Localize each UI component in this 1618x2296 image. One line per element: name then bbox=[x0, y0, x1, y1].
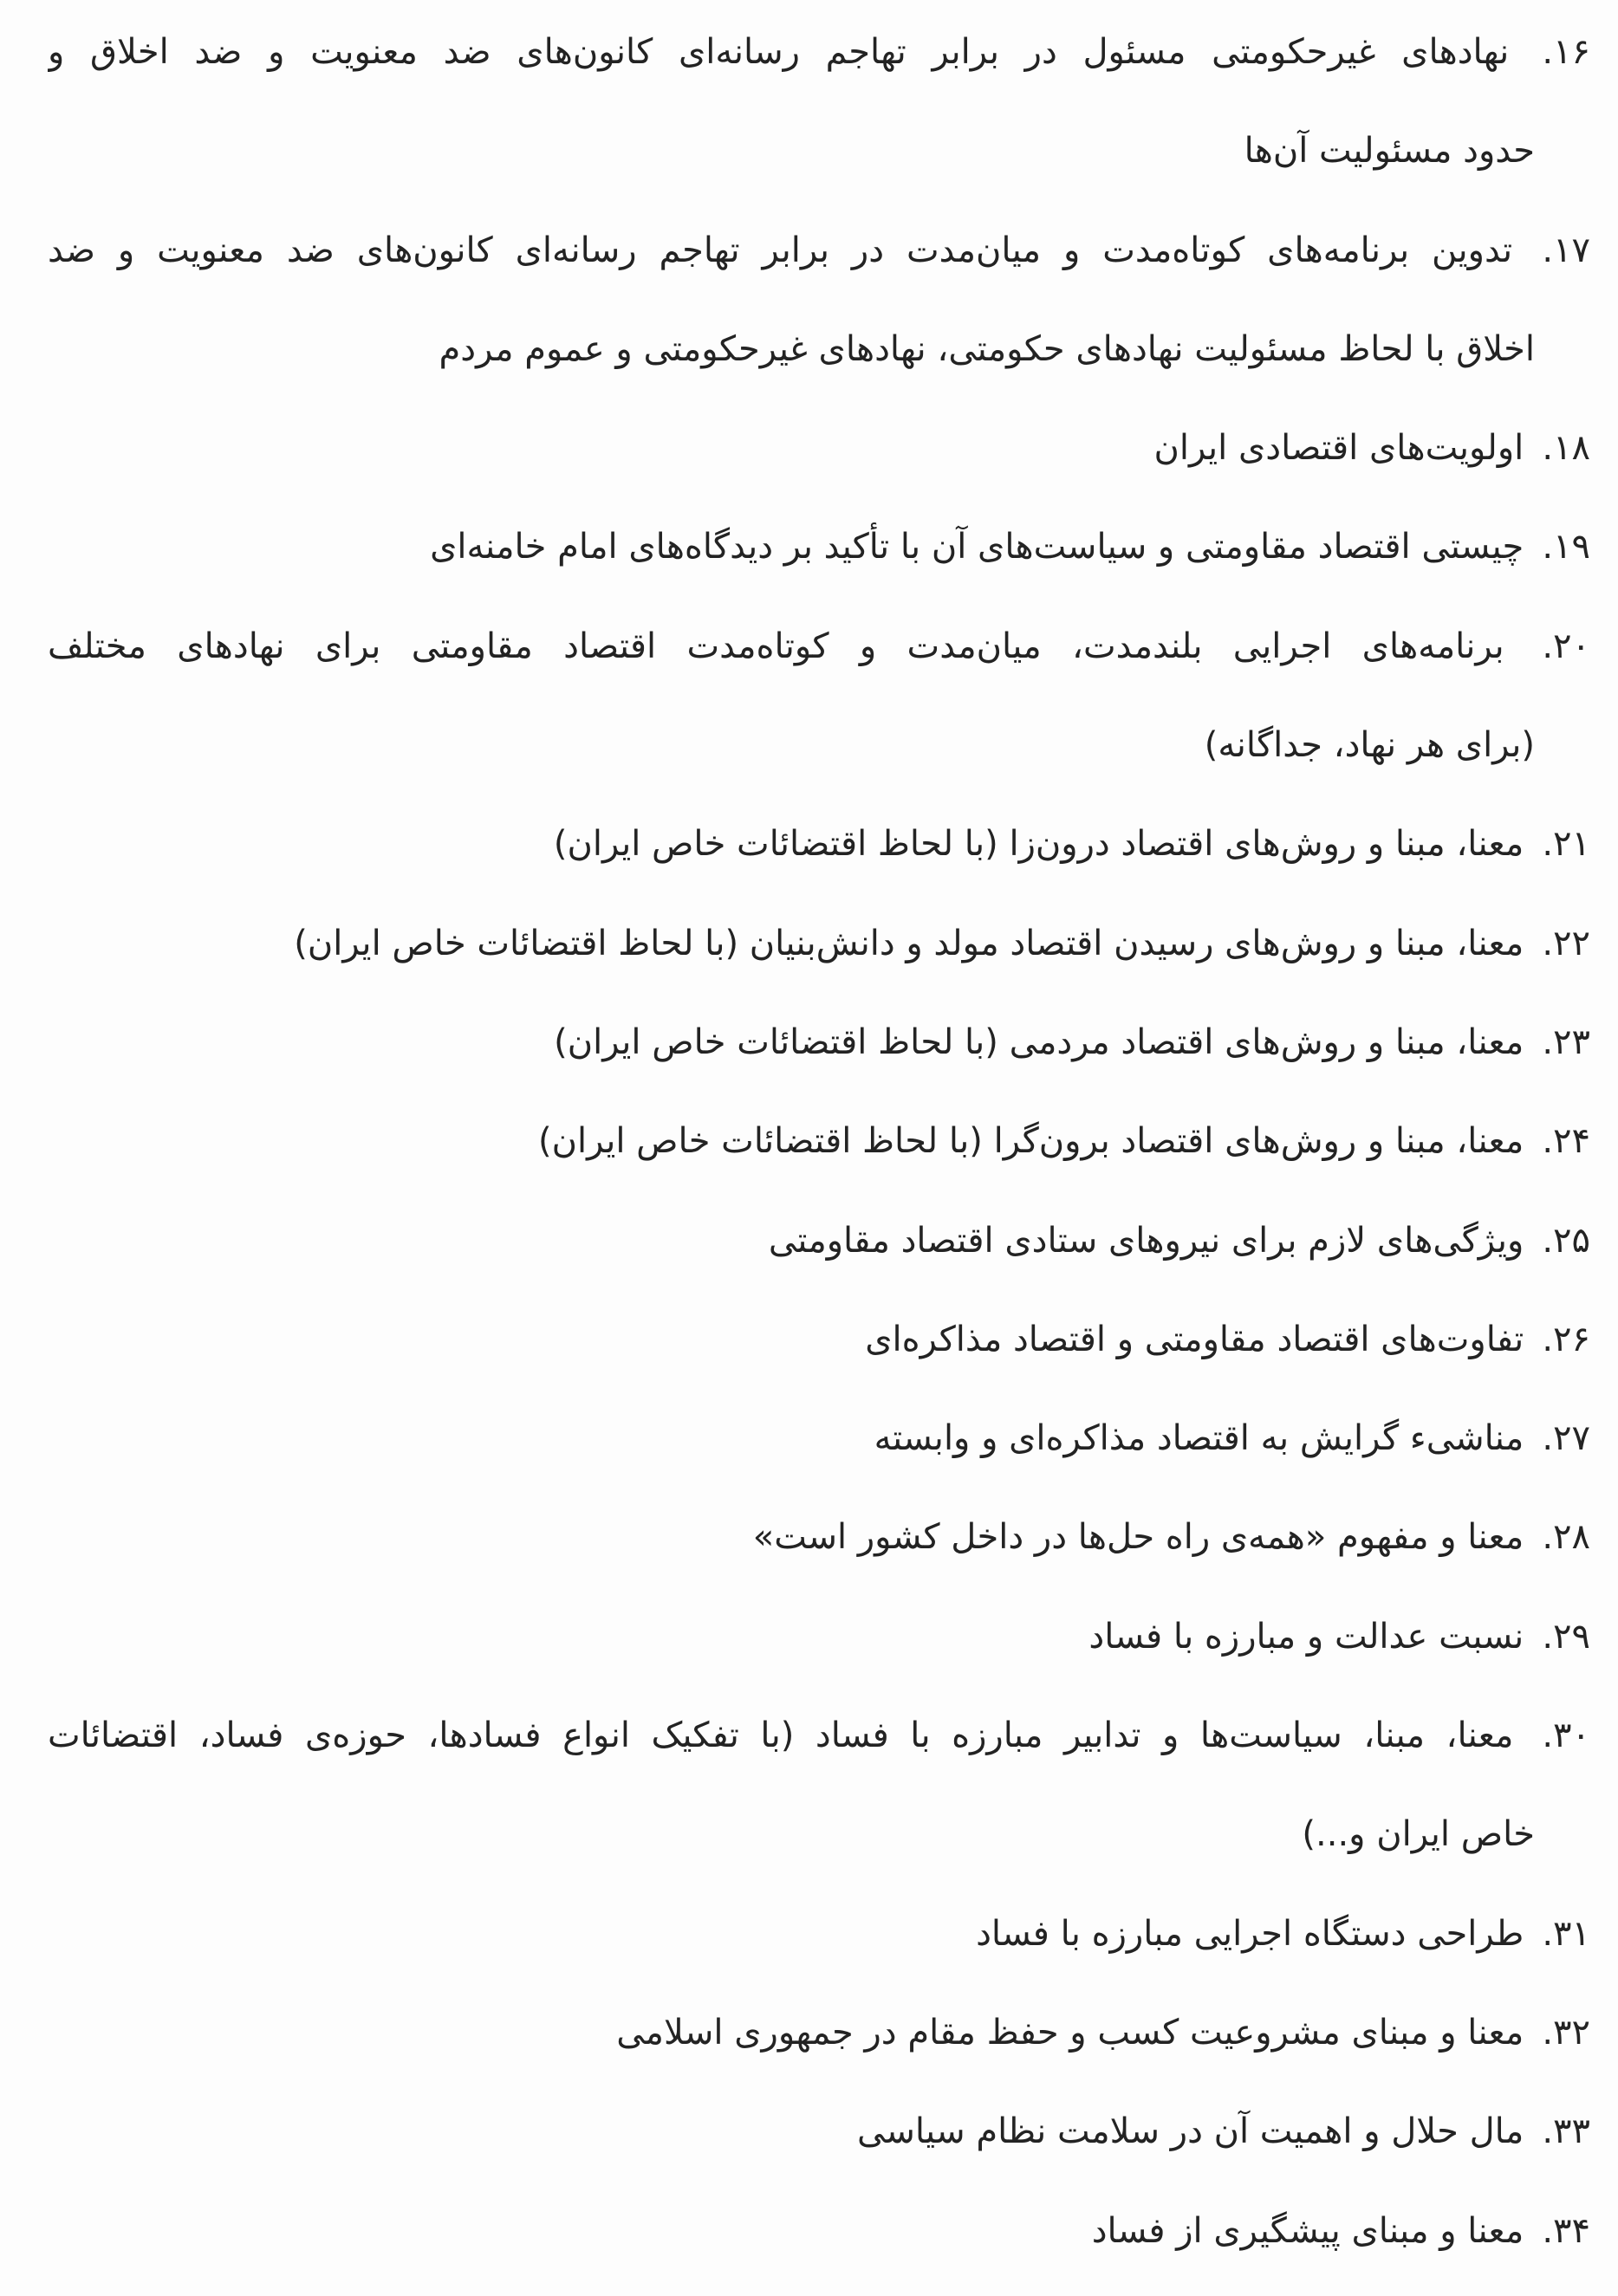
item-first-line bbox=[48, 1092, 1590, 1190]
item-number: ۲۳. bbox=[1542, 1022, 1590, 1062]
item-number: ۲۸. bbox=[1542, 1517, 1590, 1558]
item-number: ۳۴. bbox=[1542, 2210, 1590, 2251]
item-text: خاص ایران و...) bbox=[1302, 1814, 1535, 1855]
item-first-line bbox=[48, 1686, 1590, 1785]
list-item bbox=[48, 2182, 1590, 2280]
item-number: ۳۰. bbox=[1542, 1716, 1590, 1756]
item-first-line bbox=[48, 399, 1590, 497]
item-text: معنا و مبنای پیشگیری از فساد bbox=[1091, 2210, 1524, 2251]
item-text: تدوین برنامه‌های کوتاه‌مدت و میان‌مدت در برابر تهاجم رسانه‌ای کانون‌های ضد معنویت و ضد bbox=[48, 230, 1513, 270]
item-number: ۲۵. bbox=[1542, 1220, 1590, 1261]
item-first-line bbox=[48, 2082, 1590, 2181]
item-first-line bbox=[48, 993, 1590, 1092]
list-item bbox=[48, 399, 1590, 497]
item-first-line bbox=[48, 894, 1590, 993]
item-text: معنا و مبنای مشروعیت کسب و حفظ مقام در جمهوری اسلامی bbox=[616, 2012, 1524, 2053]
numbered-list bbox=[48, 3, 1590, 2280]
item-number: ۱۹. bbox=[1542, 527, 1590, 568]
item-text: معنا، مبنا و روش‌های اقتصاد مردمی (با لحاظ اقتضائات خاص ایران) bbox=[554, 1022, 1524, 1062]
item-first-line bbox=[48, 1983, 1590, 2082]
item-text: طراحی دستگاه اجرایی مبارزه با فساد bbox=[976, 1913, 1524, 1954]
list-item bbox=[48, 894, 1590, 993]
list-item bbox=[48, 1488, 1590, 1586]
item-continuation-line bbox=[48, 101, 1590, 200]
item-number: ۱۶. bbox=[1542, 32, 1590, 72]
item-text: مناشیء گرایش به اقتصاد مذاکره‌ای و وابسته bbox=[874, 1418, 1524, 1459]
list-item bbox=[48, 1191, 1590, 1290]
item-number: ۱۷. bbox=[1542, 230, 1590, 270]
item-text: معنا، مبنا، سیاست‌ها و تدابیر مبارزه با فساد (با تفکیک انواع فسادها، حوزه‌ی فساد، اقتضائات bbox=[48, 1716, 1514, 1756]
item-text: نسبت عدالت و مبارزه با فساد bbox=[1088, 1616, 1524, 1657]
list-item bbox=[48, 597, 1590, 795]
item-number: ۳۱. bbox=[1542, 1913, 1590, 1954]
item-first-line bbox=[48, 1587, 1590, 1686]
item-continuation-line bbox=[48, 300, 1590, 399]
item-text: حدود مسئولیت آن‌ها bbox=[1244, 131, 1535, 172]
item-text: نهادهای غیرحکومتی مسئول در برابر تهاجم رسانه‌ای کانون‌های ضد معنویت و ضد اخلاق و bbox=[48, 32, 1510, 72]
item-first-line bbox=[48, 795, 1590, 893]
list-item bbox=[48, 3, 1590, 201]
list-item bbox=[48, 201, 1590, 399]
item-first-line bbox=[48, 1389, 1590, 1488]
item-first-line bbox=[48, 1884, 1590, 1983]
item-text: معنا و مفهوم «همه‌ی راه حل‌ها در داخل کشور است» bbox=[752, 1517, 1524, 1558]
item-number: ۲۰. bbox=[1542, 626, 1590, 666]
list-item bbox=[48, 795, 1590, 893]
item-first-line bbox=[48, 3, 1590, 101]
list-item bbox=[48, 1884, 1590, 1983]
item-number: ۲۲. bbox=[1542, 923, 1590, 963]
item-number: ۳۳. bbox=[1542, 2111, 1590, 2152]
item-first-line bbox=[48, 2182, 1590, 2280]
item-first-line bbox=[48, 201, 1590, 300]
item-text: برنامه‌های اجرایی بلندمدت، میان‌مدت و کوتاه‌مدت اقتصاد مقاومتی برای نهادهای مختلف bbox=[48, 626, 1504, 666]
item-text: معنا، مبنا و روش‌های رسیدن اقتصاد مولد و دانش‌بنیان (با لحاظ اقتضائات خاص ایران) bbox=[294, 923, 1524, 963]
item-text: ویژگی‌های لازم برای نیروهای ستادی اقتصاد مقاومتی bbox=[768, 1220, 1524, 1261]
item-first-line bbox=[48, 497, 1590, 596]
list-item bbox=[48, 1983, 1590, 2082]
item-number: ۲۷. bbox=[1542, 1418, 1590, 1459]
item-first-line bbox=[48, 1488, 1590, 1586]
item-text: معنا، مبنا و روش‌های اقتصاد درون‌زا (با لحاظ اقتضائات خاص ایران) bbox=[553, 824, 1524, 865]
item-number: ۲۴. bbox=[1542, 1121, 1590, 1162]
item-text: اخلاق با لحاظ مسئولیت نهادهای حکومتی، نهادهای غیرحکومتی و عموم مردم bbox=[439, 328, 1535, 369]
item-text: چیستی اقتصاد مقاومتی و سیاست‌های آن با تأکید بر دیدگاه‌های امام خامنه‌ای bbox=[430, 527, 1524, 568]
list-item bbox=[48, 1092, 1590, 1190]
item-text: اولویت‌های اقتصادی ایران bbox=[1153, 428, 1524, 469]
item-number: ۱۸. bbox=[1542, 428, 1590, 469]
list-item bbox=[48, 1587, 1590, 1686]
item-first-line bbox=[48, 1191, 1590, 1290]
item-number: ۲۶. bbox=[1542, 1319, 1590, 1359]
list-item bbox=[48, 993, 1590, 1092]
item-continuation-line bbox=[48, 696, 1590, 795]
item-text: مال حلال و اهمیت آن در سلامت نظام سیاسی bbox=[857, 2111, 1524, 2152]
item-first-line bbox=[48, 1290, 1590, 1389]
item-continuation-line bbox=[48, 1785, 1590, 1884]
list-item bbox=[48, 1686, 1590, 1884]
item-text: تفاوت‌های اقتصاد مقاومتی و اقتصاد مذاکره‌ای bbox=[865, 1319, 1524, 1359]
item-text: معنا، مبنا و روش‌های اقتصاد برون‌گرا (با لحاظ اقتضائات خاص ایران) bbox=[538, 1121, 1524, 1162]
item-text: (برای هر نهاد، جداگانه) bbox=[1204, 725, 1535, 766]
list-item bbox=[48, 2082, 1590, 2181]
item-number: ۲۱. bbox=[1542, 824, 1590, 865]
item-number: ۲۹. bbox=[1542, 1616, 1590, 1657]
item-first-line bbox=[48, 597, 1590, 696]
list-item bbox=[48, 497, 1590, 596]
item-number: ۳۲. bbox=[1542, 2012, 1590, 2053]
list-item bbox=[48, 1389, 1590, 1488]
list-item bbox=[48, 1290, 1590, 1389]
